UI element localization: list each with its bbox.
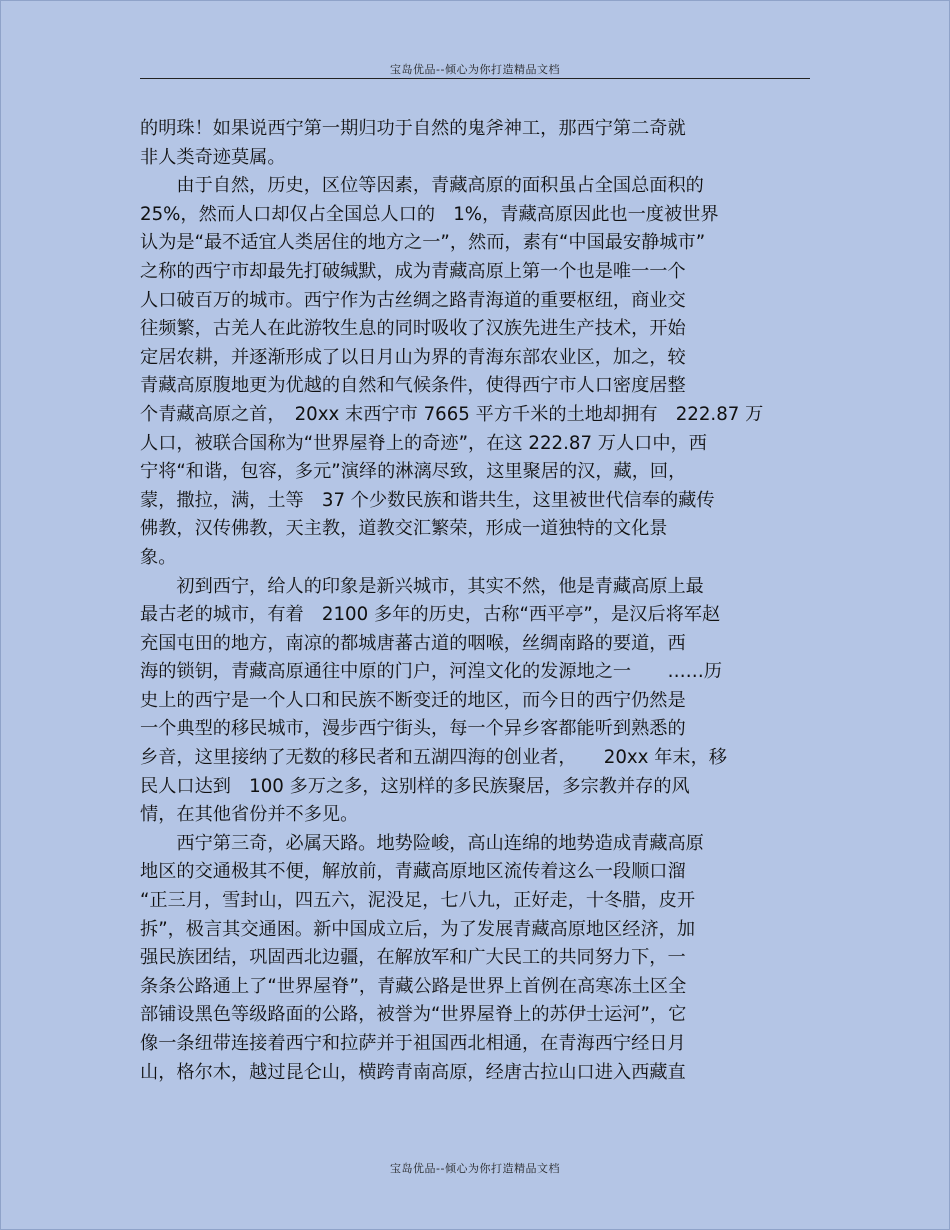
body-text — [140, 115, 830, 1087]
text-line: 条条公路通上了“世界屋脊”，青藏公路是世界上首例在高寒冻土区全 — [140, 975, 687, 997]
text-line: 一个典型的移民城市，漫步西宁街头，每一个异乡客都能听到熟悉的 — [140, 718, 686, 740]
text-line: 宁将“和谐，包容，多元”演绎的淋漓尽致，这里聚居的汉，藏，回， — [140, 461, 687, 483]
text-line: 25%，然而人口却仅占全国总人口的 1%，青藏高原因此也一度被世界 — [140, 203, 719, 225]
text-line: 佛教，汉传佛教，天主教，道教交汇繁荣，形成一道独特的文化景 — [140, 518, 668, 540]
text-line: 乡音，这里接纳了无数的移民者和五湖四海的创业者， 20xx 年末，移 — [140, 747, 727, 769]
text-line: 充国屯田的地方，南凉的都城唐蕃古道的咽喉，丝绸南路的要道，西 — [140, 632, 686, 654]
text-line: 山，格尔木，越过昆仑山，横跨青南高原，经唐古拉山口进入西藏直 — [140, 1061, 686, 1083]
text-line: 蒙，撒拉，满，土等 37 个少数民族和谐共生，这里被世代信奉的藏传 — [140, 489, 715, 511]
text-line: 情，在其他省份并不多见。 — [140, 804, 359, 826]
running-footer: 宝岛优品--倾心为你打造精品文档 — [390, 1162, 560, 1175]
text-line: 定居农耕，并逐渐形成了以日月山为界的青海东部农业区，加之，较 — [140, 346, 686, 368]
text-line: 人口，被联合国称为“世界屋脊上的奇迹”，在这 222.87 万人口中，西 — [140, 432, 707, 454]
running-header: 宝岛优品--倾心为你打造精品文档 — [390, 63, 560, 76]
text-line: 强民族团结，巩固西北边疆，在解放军和广大民工的共同努力下，一 — [140, 947, 686, 969]
text-line: “正三月，雪封山，四五六，泥没足，七八九，正好走，十冬腊，皮开 — [140, 890, 696, 912]
text-line: 地区的交通极其不便，解放前，青藏高原地区流传着这么一段顺口溜 — [140, 861, 686, 883]
text-line: 认为是“最不适宜人类居住的地方之一”，然而，素有“中国最安静城市” — [140, 232, 706, 254]
text-line: 最古老的城市，有着 2100 多年的历史，古称“西平亭”，是汉后将军赵 — [140, 604, 721, 626]
text-line: 往频繁，古羌人在此游牧生息的同时吸收了汉族先进生产技术，开始 — [140, 318, 686, 340]
text-line: 史上的西宁是一个人口和民族不断变迁的地区，而今日的西宁仍然是 — [140, 689, 686, 711]
text-line: 青藏高原腹地更为优越的自然和气候条件，使得西宁市人口密度居整 — [140, 375, 686, 397]
text-line: 像一条纽带连接着西宁和拉萨并于祖国西北相通，在青海西宁经日月 — [140, 1033, 686, 1054]
text-line: 由于自然，历史，区位等因素，青藏高原的面积虽占全国总面积的 — [140, 175, 704, 197]
text-line: 之称的西宁市却最先打破缄默，成为青藏高原上第一个也是唯一一个 — [140, 260, 686, 282]
text-line: 西宁第三奇，必属天路。地势险峻，高山连绵的地势造成青藏高原 — [140, 832, 704, 854]
text-line: 非人类奇迹莫属。 — [140, 146, 286, 168]
text-line: 拆”，极言其交通困。新中国成立后，为了发展青藏高原地区经济，加 — [140, 918, 696, 940]
text-line: 部铺设黑色等级路面的公路，被誉为“世界屋脊上的苏伊士运河”，它 — [140, 1004, 687, 1026]
text-line: 海的锁钥，青藏高原通往中原的门户，河湟文化的发源地之一 ……历 — [140, 661, 723, 683]
text-line: 的明珠！如果说西宁第一期归功于自然的鬼斧神工，那西宁第二奇就 — [140, 118, 686, 139]
header-rule — [140, 78, 810, 79]
text-line: 初到西宁，给人的印象是新兴城市，其实不然，他是青藏高原上最 — [140, 575, 704, 597]
text-line: 象。 — [140, 546, 177, 568]
text-line: 人口破百万的城市。西宁作为古丝绸之路青海道的重要枢纽，商业交 — [140, 289, 686, 311]
text-line: 个青藏高原之首， 20xx 末西宁市 7665 平方千米的土地却拥有 222.87 万 — [140, 403, 764, 425]
text-line: 民人口达到 100 多万之多，这别样的多民族聚居，多宗教并存的风 — [140, 775, 690, 797]
